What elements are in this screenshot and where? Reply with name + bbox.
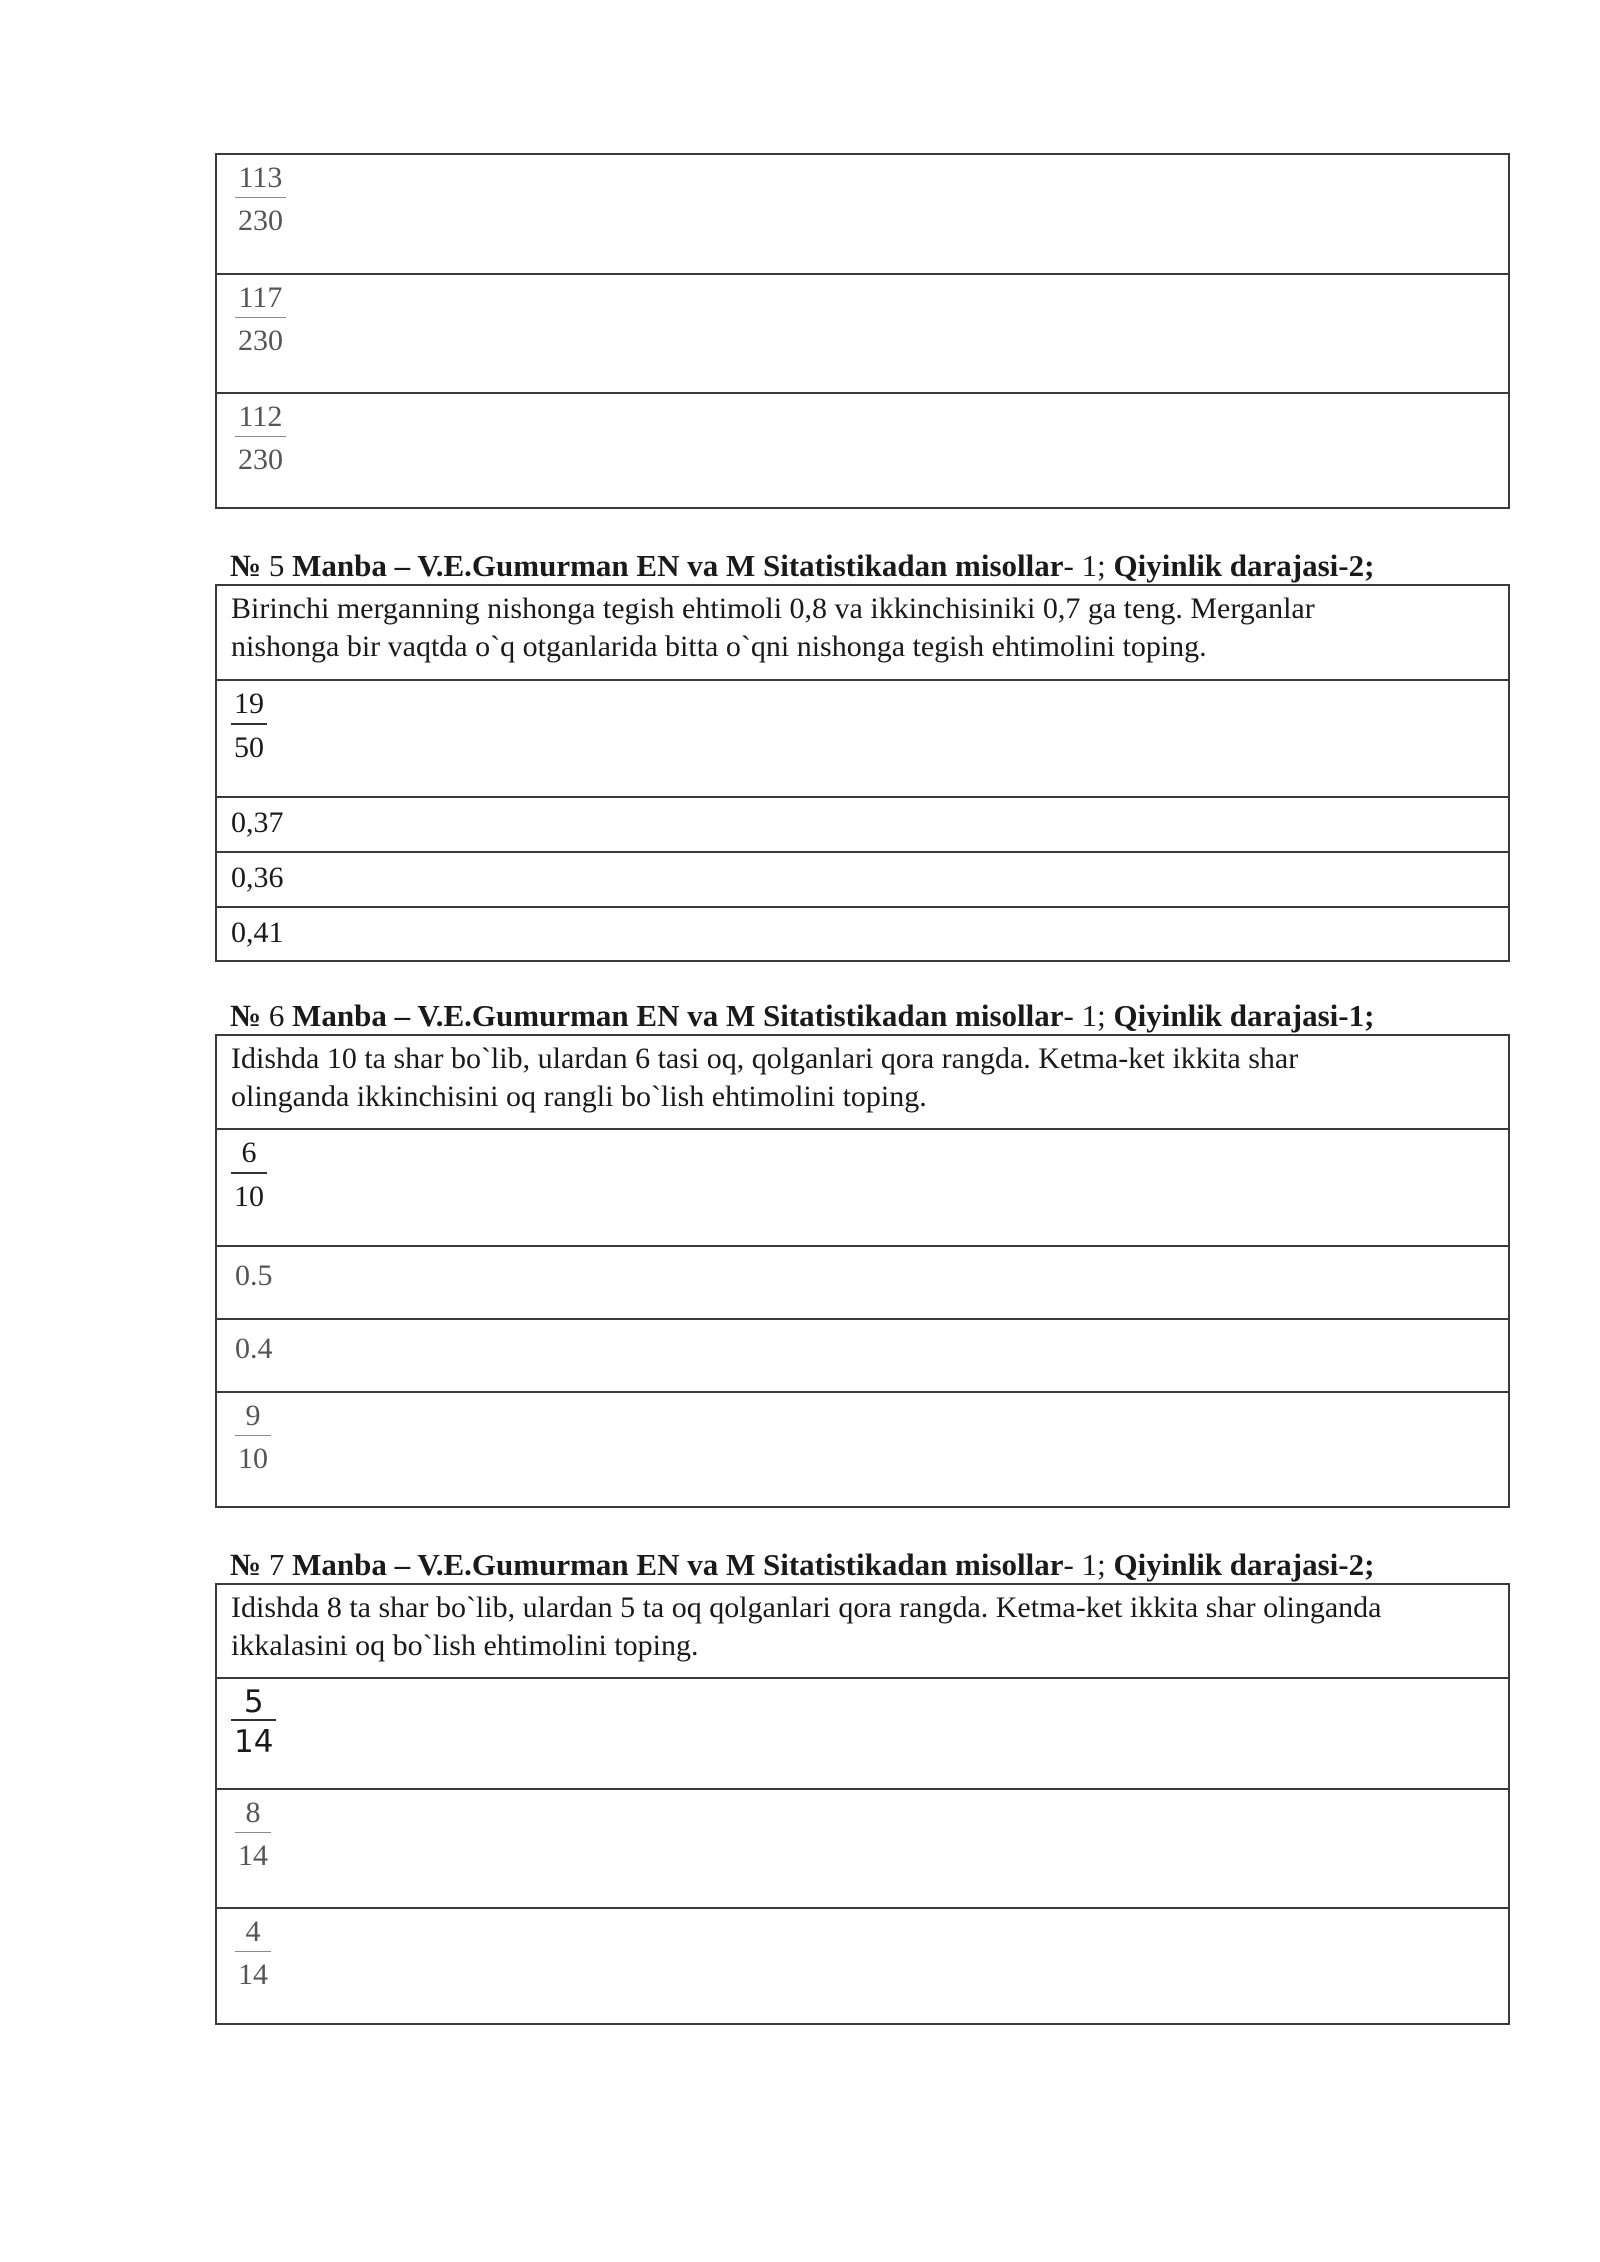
number-prefix: № <box>230 998 262 1033</box>
answer-value: 0,41 <box>231 916 284 949</box>
fraction <box>231 1136 267 1214</box>
fraction-denominator: 230 <box>235 197 286 238</box>
fraction <box>235 400 286 477</box>
source-number: 1; <box>1081 1547 1106 1582</box>
source-suffix: - <box>1063 998 1082 1033</box>
difficulty-label: Qiyinlik darajasi-2; <box>1113 548 1375 583</box>
fraction <box>235 281 286 358</box>
fraction-denominator: 14 <box>231 1719 276 1759</box>
fraction-denominator: 14 <box>235 1951 271 1992</box>
question-5-table <box>215 584 1510 962</box>
fraction <box>235 161 286 238</box>
answer-row <box>217 679 1508 796</box>
fraction-numerator: 117 <box>238 281 283 314</box>
answer-row <box>217 392 1508 507</box>
fraction-denominator: 10 <box>235 1435 271 1476</box>
difficulty-label: Qiyinlik darajasi-1; <box>1113 998 1375 1033</box>
answer-value: 0.5 <box>235 1259 273 1292</box>
fraction-numerator: 19 <box>234 687 264 720</box>
answer-row <box>217 1245 1508 1318</box>
fraction-numerator: 8 <box>245 1796 261 1829</box>
question-text-row <box>217 586 1508 679</box>
fraction <box>231 1685 276 1759</box>
fraction <box>235 1915 271 1992</box>
answer-row <box>217 1677 1508 1788</box>
fraction-numerator: 112 <box>238 400 283 433</box>
fraction <box>235 1796 271 1873</box>
question-text-line: Idishda 8 ta shar bo`lib, ulardan 5 ta oq qolganlari qora rangda. Ketma-ket ikkita shar olinganda <box>231 1591 1382 1624</box>
answer-row <box>217 1788 1508 1907</box>
source-number: 1; <box>1081 998 1106 1033</box>
question-text-line: olinganda ikkinchisini oq rangli bo`lish ehtimolini toping. <box>231 1080 927 1113</box>
answer-value: 0,37 <box>231 806 284 839</box>
fraction-denominator: 50 <box>231 723 267 765</box>
question-text-line: nishonga bir vaqtda o`q otganlarida bitta o`qni nishonga tegish ehtimolini toping. <box>231 630 1207 663</box>
fraction-numerator: 6 <box>241 1136 257 1169</box>
question-text-line: Birinchi merganning nishonga tegish ehtimoli 0,8 va ikkinchisiniki 0,7 ga teng. Merganlar <box>231 592 1315 625</box>
question-6-table <box>215 1034 1510 1508</box>
answer-value: 0.4 <box>235 1332 273 1365</box>
answer-row <box>217 1128 1508 1245</box>
fraction-numerator: 4 <box>245 1915 261 1948</box>
fraction <box>235 1399 271 1476</box>
fraction-numerator: 113 <box>238 161 283 194</box>
fraction-denominator: 230 <box>235 436 286 477</box>
answer-row <box>217 906 1508 960</box>
answer-row <box>217 1907 1508 2023</box>
fraction-numerator: 9 <box>245 1399 261 1432</box>
answer-row <box>217 1391 1508 1506</box>
question-7-heading <box>230 1547 1374 1583</box>
question-text-line: ikkalasini oq bo`lish ehtimolini toping. <box>231 1629 699 1662</box>
question-5-heading <box>230 548 1374 584</box>
number-prefix: № <box>230 548 262 583</box>
source-label: Manba – V.E.Gumurman EN va M Sitatistikadan misollar <box>292 548 1064 583</box>
source-label: Manba – V.E.Gumurman EN va M Sitatistikadan misollar <box>292 998 1064 1033</box>
answer-row <box>217 1318 1508 1391</box>
answer-row <box>217 851 1508 906</box>
answer-row <box>217 273 1508 392</box>
question-7-table <box>215 1583 1510 2025</box>
fraction <box>231 687 267 765</box>
source-number: 1; <box>1081 548 1106 583</box>
question-text-row <box>217 1585 1508 1677</box>
answer-row <box>217 155 1508 273</box>
question-6-heading <box>230 998 1374 1034</box>
source-suffix: - <box>1063 548 1082 583</box>
number-prefix: № <box>230 1547 262 1582</box>
fraction-numerator: 5 <box>243 1684 264 1720</box>
fraction-denominator: 10 <box>231 1172 267 1214</box>
answer-value: 0,36 <box>231 861 284 894</box>
question-text-line: Idishda 10 ta shar bo`lib, ulardan 6 tasi oq, qolganlari qora rangda. Ketma-ket ikkita shar <box>231 1042 1299 1075</box>
question-number: 5 <box>268 548 285 583</box>
question-number: 6 <box>268 998 285 1033</box>
difficulty-label: Qiyinlik darajasi-2; <box>1113 1547 1375 1582</box>
source-label: Manba – V.E.Gumurman EN va M Sitatistikadan misollar <box>292 1547 1064 1582</box>
question-text-row <box>217 1036 1508 1128</box>
question-4-answers-table <box>215 153 1510 509</box>
answer-row <box>217 796 1508 851</box>
question-number: 7 <box>268 1547 285 1582</box>
source-suffix: - <box>1063 1547 1082 1582</box>
fraction-denominator: 230 <box>235 317 286 358</box>
fraction-denominator: 14 <box>235 1832 271 1873</box>
